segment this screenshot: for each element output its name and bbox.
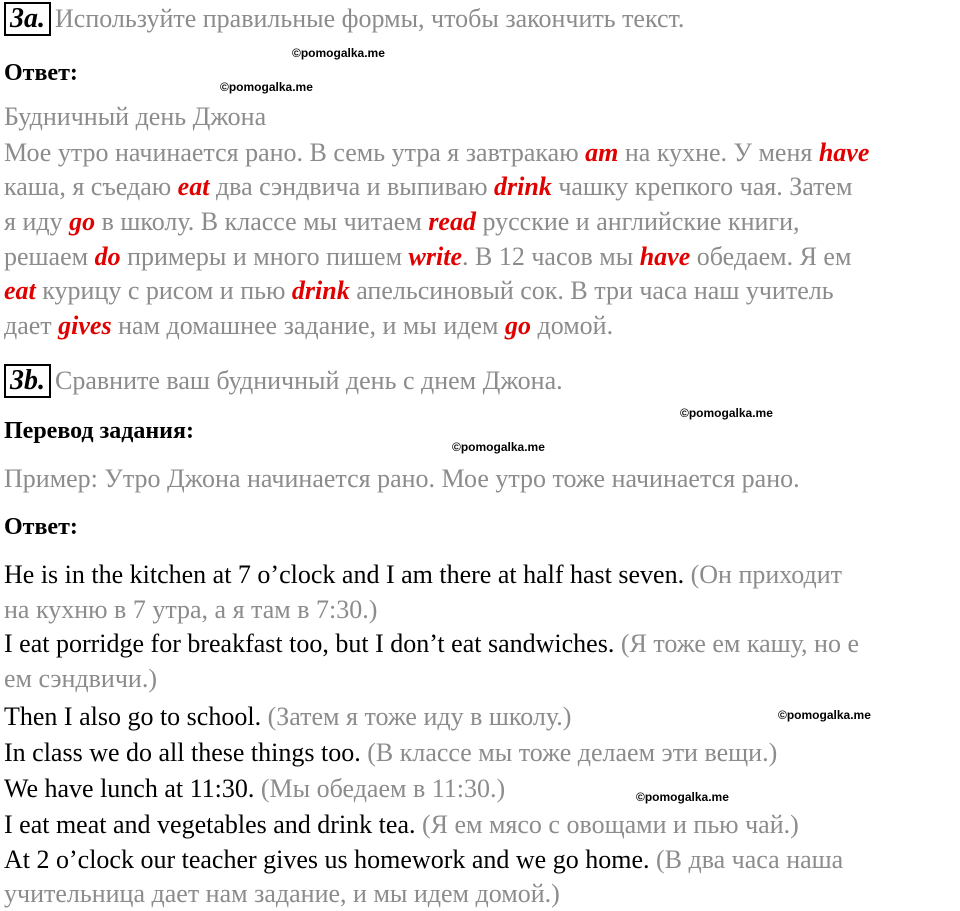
story-line <box>4 136 869 170</box>
english-segment: He is in the kitchen at 7 o’clock and I am there at half hast seven. <box>4 560 691 589</box>
watermark: ©pomogalka.me <box>778 708 871 722</box>
english-segment: I eat porridge for breakfast too, but I don’t eat sandwiches. <box>4 629 621 658</box>
story-segment: . В 12 часов мы <box>461 242 640 271</box>
watermark: ©pomogalka.me <box>220 80 313 94</box>
answer-word: am <box>585 138 619 167</box>
answer-line <box>4 593 377 627</box>
answer-word: go <box>69 207 96 236</box>
answer-word: eat <box>4 276 36 305</box>
answer-word: write <box>408 242 462 271</box>
english-segment: We have lunch at 11:30. <box>4 774 261 803</box>
story-segment: я иду <box>4 207 70 236</box>
translation-segment: (В классе мы тоже делаем эти вещи.) <box>367 738 778 767</box>
story-segment: курицу с рисом и пью <box>35 276 292 305</box>
answer-word: go <box>504 311 531 340</box>
answer-line <box>4 558 842 592</box>
story-segment: каша, я съедаю <box>4 172 178 201</box>
answer-line <box>4 808 799 842</box>
story-line <box>4 274 834 308</box>
story-segment: на кухне. У меня <box>618 138 819 167</box>
story-segment: примеры и много пишем <box>120 242 409 271</box>
story-line <box>4 309 613 343</box>
example-text: Пример: Утро Джона начинается рано. Мое утро тоже начинается рано. <box>4 464 800 493</box>
watermark: ©pomogalka.me <box>680 406 773 420</box>
answer-line <box>4 700 571 734</box>
story-segment: в школу. В классе мы читаем <box>95 207 429 236</box>
translation-heading: Перевод задания: <box>4 418 194 444</box>
translation-segment: (Он приходит <box>690 560 843 589</box>
story-line <box>4 170 852 204</box>
translation-segment: (В два часа наша <box>655 845 844 874</box>
story-segment: два сэндвича и выпиваю <box>209 172 494 201</box>
story-segment: Мое утро начинается рано. В семь утра я завтракаю <box>4 138 586 167</box>
watermark: ©pomogalka.me <box>636 790 729 804</box>
story-segment: обедаем. Я ем <box>690 242 852 271</box>
task-label-3b: 3b. <box>4 364 51 398</box>
story-line <box>4 205 800 239</box>
answer-line <box>4 843 843 877</box>
translation-segment: учительница дает нам задание, и мы идем домой.) <box>4 879 560 908</box>
answer-line <box>4 772 505 806</box>
english-segment: I eat meat and vegetables and drink tea. <box>4 810 422 839</box>
task-text-3b: Сравните ваш будничный день с днем Джона. <box>55 366 563 395</box>
answer-line <box>4 736 777 770</box>
story-title: Будничный день Джона <box>4 102 267 131</box>
answer-heading-3a: Ответ: <box>4 60 78 86</box>
answer-line <box>4 877 560 911</box>
watermark: ©pomogalka.me <box>292 46 385 60</box>
task-text-3a: Используйте правильные формы, чтобы закончить текст. <box>55 4 685 33</box>
story-segment: нам домашнее задание, и мы идем <box>111 311 505 340</box>
answer-word: drink <box>291 276 350 305</box>
answer-heading-3b: Ответ: <box>4 514 78 540</box>
translation-segment: на кухню в 7 утра, а я там в 7:30.) <box>4 595 378 624</box>
story-segment: апельсиновый сок. В три часа наш учитель <box>349 276 834 305</box>
answer-line <box>4 662 157 696</box>
answer-word: have <box>818 138 870 167</box>
story-segment: русские и английские книги, <box>475 207 800 236</box>
watermark: ©pomogalka.me <box>452 440 545 454</box>
answer-word: drink <box>494 172 552 201</box>
task-3a <box>4 2 684 36</box>
task-label-3a: 3a. <box>4 2 51 36</box>
story-segment: чашку крепкого чая. Затем <box>551 172 853 201</box>
english-segment: In class we do all these things too. <box>4 738 368 767</box>
translation-segment: ем сэндвичи.) <box>4 664 157 693</box>
answer-word: read <box>428 207 476 236</box>
translation-segment: (Я ем мясо с овощами и пью чай.) <box>421 810 799 839</box>
translation-segment: (Затем я тоже иду в школу.) <box>267 702 572 731</box>
story-segment: решаем <box>4 242 95 271</box>
answer-word: eat <box>177 172 210 201</box>
answer-word: do <box>94 242 121 271</box>
translation-segment: (Я тоже ем кашу, но е <box>620 629 860 658</box>
english-segment: Then I also go to school. <box>4 702 268 731</box>
story-line <box>4 240 851 274</box>
story-segment: домой. <box>530 311 614 340</box>
task-3b <box>4 364 563 398</box>
story-segment: дает <box>4 311 59 340</box>
answer-word: have <box>639 242 691 271</box>
english-segment: At 2 o’clock our teacher gives us homework and we go home. <box>4 845 656 874</box>
answer-line <box>4 627 859 661</box>
translation-segment: (Мы обедаем в 11:30.) <box>260 774 506 803</box>
answer-word: gives <box>58 311 112 340</box>
